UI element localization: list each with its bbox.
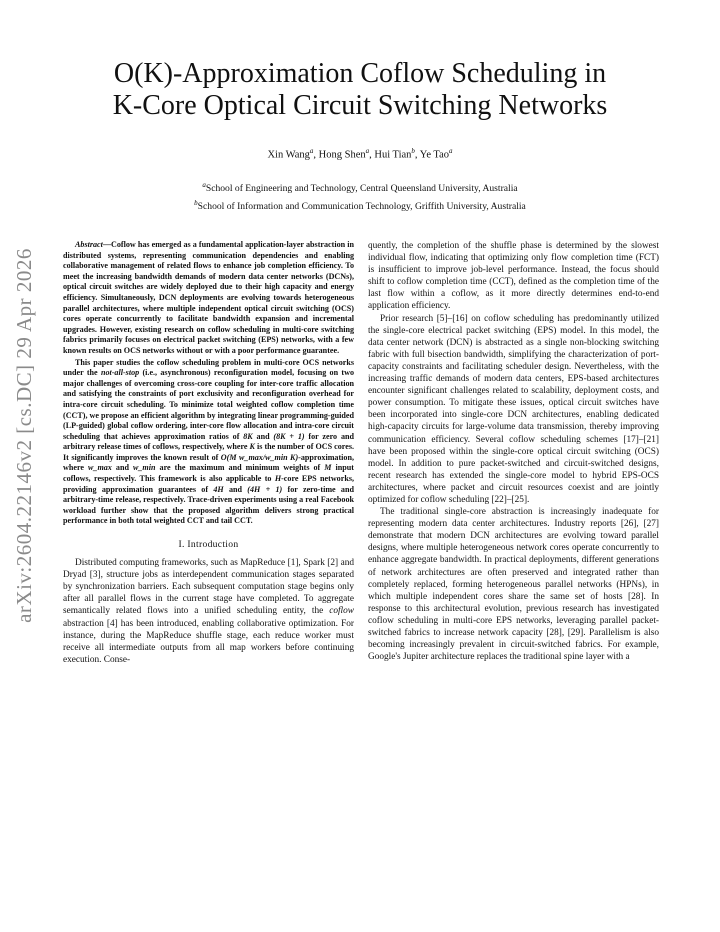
left-column bbox=[63, 240, 354, 666]
author-name: Hong Shen bbox=[318, 149, 366, 161]
affiliation-marker: b bbox=[411, 147, 415, 155]
title-line-2: K-Core Optical Circuit Switching Networks bbox=[112, 90, 608, 121]
affiliations bbox=[60, 178, 660, 214]
abstract-paragraph-1: Abstract—Coflow has emerged as a fundamental application-layer abstraction in distributed systems, representing communication dependencies and enabling collaborative management of related flows to enhance job completion efficiency. To meet the increasing bandwidth demands of modern data center networks (DCNs), optical circuit switches are widely deployed due to their high capacity and energy efficiency. Simultaneously, DCN deployments are evolving towards heterogeneous parallel architectures, where multiple independent optical circuit switching (OCS) cores operate concurrently to facilitate bandwidth expansion and incremental upgrades. However, existing research on coflow scheduling in multi-core switching fabrics primarily focuses on electrical packet switching (EPS) networks, with a few known results on OCS networks without or with a poor performance guarantee. bbox=[63, 240, 354, 355]
introduction-text-left bbox=[63, 557, 354, 666]
abstract bbox=[63, 240, 354, 527]
affiliation-marker: a bbox=[365, 147, 370, 155]
affiliation-a: $^a$School of Engineering and Technology, Central Queensland University, Australia bbox=[202, 181, 518, 195]
body-paragraph: quently, the completion of the shuffle phase is determined by the slowest individual flow, indicating that optimizing only flow completion time (FCT) is insufficient to improve job-level performance. Instead, the focus should shift to coflow completion time (CCT), defined as the completion time of the last flow within a coflow, as it more directly determines end-to-end application efficiency. bbox=[368, 241, 659, 312]
paper-title bbox=[60, 58, 660, 122]
arxiv-identifier-text: arXiv:2604.22146v2 [cs.DC] 29 Apr 2026 bbox=[11, 247, 36, 623]
abstract-label: Abstract bbox=[75, 240, 103, 249]
author-name: Ye Tao bbox=[419, 149, 450, 161]
affiliation-marker: a bbox=[309, 147, 314, 155]
section-heading-introduction: I. Introduction bbox=[178, 539, 239, 551]
body-paragraph: Distributed computing frameworks, such as MapReduce [1], Spark [2] and Dryad [3], structure jobs as interdependent communication stages separated by synchronization barriers. Each subsequent computation stage begins only after all parallel flows in the current stage have completed. To aggregate semantically related flows into a unified scheduling entity, the coflow abstraction [4] has been introduced, enabling collaborative optimization. For instance, during the MapReduce shuffle stage, each reduce worker must receive all intermediate outputs from all map workers before continuing execution. Conse- bbox=[63, 558, 354, 665]
author-name: Hui Tian bbox=[374, 149, 412, 161]
title-line-1: O(K)-Approximation Coflow Scheduling in bbox=[113, 58, 607, 89]
arxiv-identifier-stamp bbox=[4, 235, 44, 635]
abstract-paragraph-2: This paper studies the coflow scheduling problem in multi-core OCS networks under the not-all-stop (i.e., asynchronous) reconfiguration model, focusing on two major challenges of overcoming cross-core coupling for inter-core traffic allocation and satisfying the constraints of port exclusivity and reconfiguration overhead for intra-core circuit scheduling. To minimize total weighted coflow completion time (CCT), we propose an efficient algorithm by integrating linear programming-guided (LP-guided) global coflow ordering, inter-core flow allocation and intra-core circuit scheduling that achieves approximation ratios of 8K and (8K + 1) for zero and arbitrary release times of coflows, respectively, where K is the number of OCS cores. It significantly improves the known result of O(M w_max/w_min K)-approximation, where w_max and w_min are the maximum and minimum weights of M input coflows, respectively. This framework is also applicable to H-core EPS networks, providing approximation guarantees of 4H and (4H + 1) for zero-time and arbitrary-time release, respectively. Trace-driven experiments using a real Facebook workload further show that the proposed algorithm delivers strong practical performance in both total weighted CCT and tail CCT. bbox=[63, 357, 354, 526]
right-column bbox=[368, 240, 659, 663]
affiliation-marker: a bbox=[449, 147, 453, 155]
author-list: Xin Wang$^a$, Hong Shen$^a$, Hui Tian$^b$, Ye Tao$^a$ bbox=[267, 147, 453, 161]
body-paragraph: The traditional single-core abstraction is increasingly inadequate for representing modern data center architectures. Industry reports [26], [27] demonstrate that modern DCN architectures are evolving toward parallel designs, where multiple heterogeneous network cores operate concurrently to enhance aggregate bandwidth. In practical deployments, different generations of network architectures are often preserved and integrated rather than completely replaced, forming heterogeneous parallel networks (HPNs), in which multiple independent cores share the same set of hosts [28]. In response to this architectural evolution, previous research has investigated coflow scheduling in multi-core EPS networks, leveraging parallel packet-switched fabrics to increase network capacity [28], [29]. Parallelism is also becoming increasingly prevalent in circuit-switched fabrics. For example, Google's Jupiter architecture replaces the traditional spine layer with a bbox=[368, 507, 659, 663]
body-paragraph: Prior research [5]–[16] on coflow scheduling has predominantly utilized the single-core electrical packet switching (EPS) model. In this model, the data center network (DCN) is abstracted as a single non-blocking switching fabric with full bisection bandwidth, simplifying the characterization of port-capacity constraints and facilitating scheduler design. Nevertheless, with the increasing traffic demands of modern data centers, EPS-based architectures encounter significant challenges related to scalability, deployment costs, and power consumption. To mitigate these issues, optical circuit switches have been incorporated into single-core DCN architectures, enabling dedicated high-capacity circuits for large-volume data transmission, thereby improving communication efficiency. Several coflow scheduling schemes [17]–[21] have been proposed within the single-core optical circuit switching (OCS) model. In addition to pure packet-switched and circuit-switched designs, recent research has extended the single-core model to hybrid EPS-OCS architectures, where packet and circuit resources coexist and are jointly optimized for coflow scheduling [22]–[25]. bbox=[368, 313, 659, 505]
introduction-text-right bbox=[368, 240, 659, 663]
author-name: Xin Wang bbox=[267, 149, 310, 161]
affiliation-b: $^b$School of Information and Communication Technology, Griffith University, Australia bbox=[194, 199, 526, 213]
